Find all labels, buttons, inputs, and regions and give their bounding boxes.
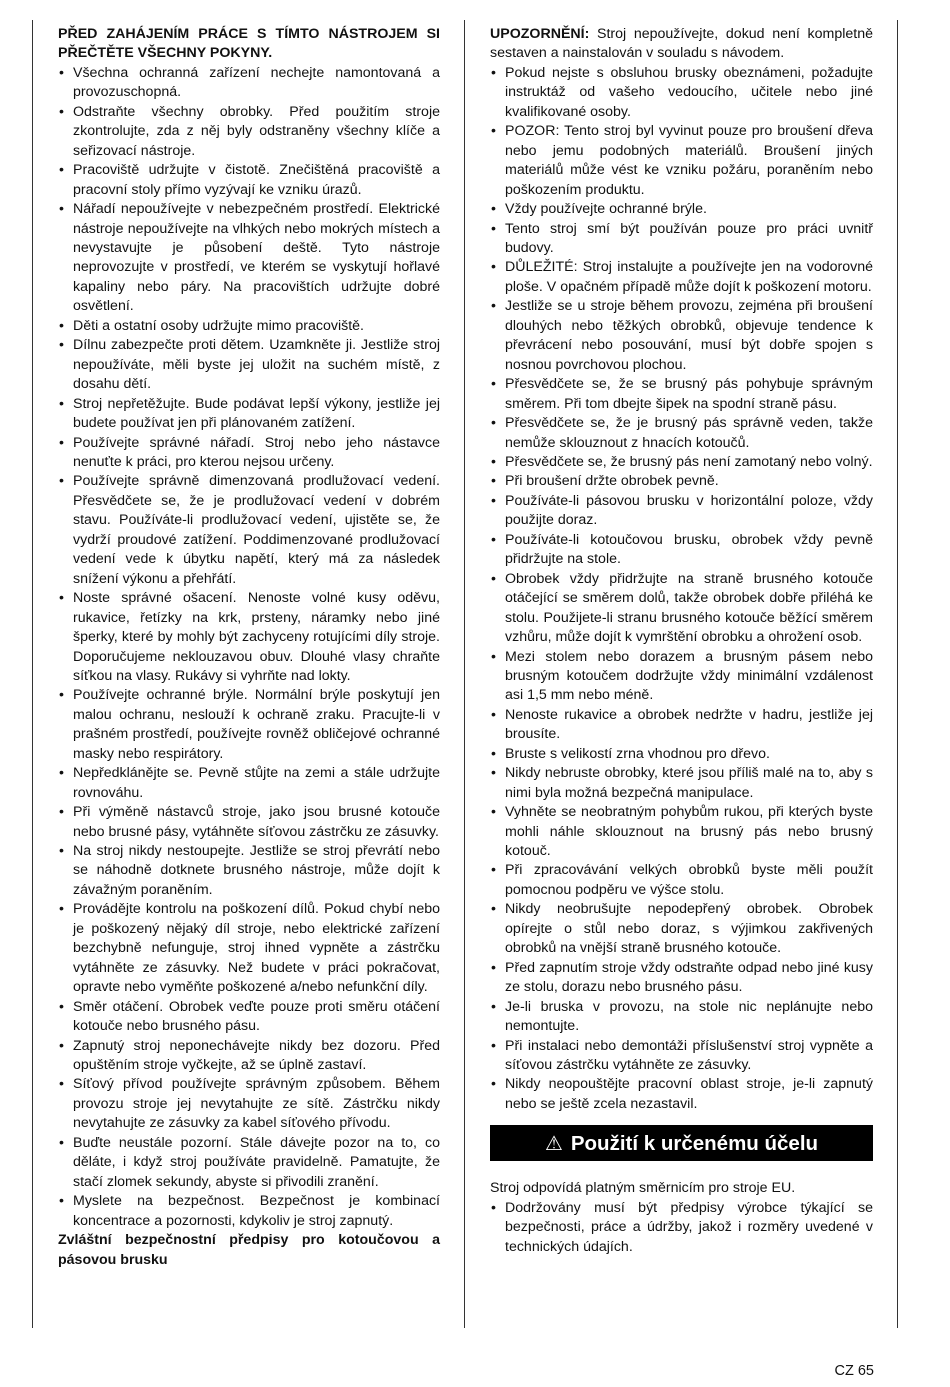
list-item: • Při instalaci nebo demontáži příslušenství stroj vypněte a síťovou zástrčku vytáhněte ze zásuvky.	[490, 1037, 873, 1076]
column-divider-rule	[464, 20, 465, 1328]
list-item: • Dílnu zabezpečte proti dětem. Uzamkněte ji. Jestliže stroj nepoužíváte, měli byste jej uložit na suchém místě, z dosahu dětí.	[58, 336, 440, 394]
list-item: • Provádějte kontrolu na poškození dílů. Pokud chybí nebo je poškozený nějaký díl stroje, nebo elektrické zařízení bezchybně nefunguje, stroj ihned vypněte a zástrčku vytáhněte ze zásuvky. Než budete v práci pokračovat, opravte nebo vyměňte poškozené a/nebo nefunkční díly.	[58, 900, 440, 997]
list-item: • Mezi stolem nebo dorazem a brusným pásem nebo brusným kotoučem dodržujte vždy minimální vzdálenost asi 1,5 mm nebo méně.	[490, 648, 873, 706]
list-item: • Nářadí nepoužívejte v nebezpečném prostředí. Elektrické nástroje nepoužívejte na vlhkých nebo mokrých místech a nevystavujte je působení deště. Tyto nástroje neprovozujte v prostředí, ve kterém se vyskytují hořlavé kapaliny nebo páry. Na pracovištích udržujte dobré osvětlení.	[58, 200, 440, 317]
special-safety-heading: Zvláštní bezpečnostní předpisy pro kotoučovou a pásovou brusku	[58, 1232, 440, 1268]
warning-triangle-icon: ⚠	[544, 1130, 563, 1155]
list-item: • Děti a ostatní osoby udržujte mimo pracoviště.	[58, 317, 440, 336]
list-item: • Všechna ochranná zařízení nechejte namontovaná a provozuschopná.	[58, 64, 440, 103]
list-item: • POZOR: Tento stroj byl vyvinut pouze pro broušení dřeva nebo jemu podobných materiálů. Broušení jiných materiálů může vést ke vzniku požáru, poraněním nebo poškozením produktu.	[490, 122, 873, 200]
list-item: • Používejte správné nářadí. Stroj nebo jeho nástavce nenuťte k práci, pro kterou nejsou určeny.	[58, 434, 440, 473]
list-item: • Přesvědčete se, že se brusný pás pohybuje správným směrem. Při tom dbejte šipek na spodní straně pásu.	[490, 375, 873, 414]
list-item: • Nepředklánějte se. Pevně stůjte na zemi a stále udržujte rovnováhu.	[58, 764, 440, 803]
notice-paragraph	[490, 25, 873, 64]
list-item: • Nikdy neopouštějte pracovní oblast stroje, je-li zapnutý nebo se ještě zcela nezastavil.	[490, 1075, 873, 1114]
list-item: • Pracoviště udržujte v čistotě. Znečištěná pracoviště a pracovní stoly přímo vyzývají ke vzniku úrazů.	[58, 161, 440, 200]
general-instructions-heading: PŘED ZAHÁJENÍM PRÁCE S TÍMTO NÁSTROJEM SI PŘEČTĚTE VŠECHNY POKYNY.	[58, 26, 440, 62]
list-item: • Nikdy nebruste obrobky, které jsou příliš malé na to, aby s nimi byla možná bezpečná manipulace.	[490, 764, 873, 803]
list-item: • Na stroj nikdy nestoupejte. Jestliže se stroj převrátí nebo se náhodně dotknete brusného nástroje, může dojít k závažným poraněním.	[58, 842, 440, 900]
list-item: • Myslete na bezpečnost. Bezpečnost je kombinací koncentrace a pozornosti, kdykoliv je stroj zapnutý.	[58, 1192, 440, 1231]
left-margin-rule	[32, 20, 33, 1328]
list-item: • Stroj nepřetěžujte. Bude podávat lepší výkony, jestliže jej budete používat jen při plánovaném zatížení.	[58, 395, 440, 434]
list-item: • Vyhněte se neobratným pohybům rukou, při kterých byste mohli náhle sklouznout na brusný pás nebo brusný kotouč.	[490, 803, 873, 861]
list-item: • Zapnutý stroj neponechávejte nikdy bez dozoru. Před opuštěním stroje vyčkejte, až se úplně zastaví.	[58, 1037, 440, 1076]
list-item: • Před zapnutím stroje vždy odstraňte odpad nebo jiné kusy ze stolu, dorazu nebo brusného pásu.	[490, 959, 873, 998]
page-number: CZ 65	[834, 1363, 874, 1379]
sander-safety-list	[490, 64, 873, 1114]
notice-label: UPOZORNĚNÍ:	[490, 26, 590, 42]
list-item: • Odstraňte všechny obrobky. Před použitím stroje zkontrolujte, zda z něj byly odstraněny všechny klíče a seřizovací nástroje.	[58, 103, 440, 161]
list-item: • Směr otáčení. Obrobek veďte pouze proti směru otáčení kotouče nebo brusného pásu.	[58, 998, 440, 1037]
list-item: • Používáte-li kotoučovou brusku, obrobek vždy pevně přidržujte na stole.	[490, 531, 873, 570]
list-item: • Přesvědčete se, že je brusný pás správně veden, takže nemůže sklouznout z hnacích kotoučů.	[490, 414, 873, 453]
right-margin-rule	[897, 20, 898, 1328]
list-item: • Přesvědčete se, že brusný pás není zamotaný nebo volný.	[490, 453, 873, 472]
list-item: • Používejte správně dimenzovaná prodlužovací vedení. Přesvědčete se, že je prodlužovací vedení v dobrém stavu. Používáte-li prodlužovací vedení, ujistěte se, že vydrží proudové zatížení. Poddimenzované prodlužovací vedení vede k úbytku napětí, který má za následek snížení výkonu a přehřátí.	[58, 472, 440, 589]
list-item: • Tento stroj smí být používán pouze pro práci uvnitř budovy.	[490, 220, 873, 259]
list-item: • Při zpracovávání velkých obrobků byste měli použít pomocnou podpěru ve výšce stolu.	[490, 861, 873, 900]
notice-text: Stroj nepoužívejte, dokud není kompletně sestaven a nainstalován v souladu s návodem.	[490, 26, 873, 62]
list-item: • Noste správné ošacení. Nenoste volné kusy oděvu, rukavice, řetízky na krk, prsteny, náramky nebo jiné šperky, které by mohly být zachyceny rotujícími díly stroje. Doporučujeme neklouzavou obuv. Dlouhé vlasy chraňte síťkou na vlasy. Rukávy si vyhrňte nad lokty.	[58, 589, 440, 686]
left-column	[58, 25, 440, 1270]
list-item: • Vždy používejte ochranné brýle.	[490, 200, 873, 219]
list-item: • Jestliže se u stroje během provozu, zejména při broušení dlouhých nebo těžkých obrobků, objevuje tendence k převrácení nebo posouvání, musí být dobře spojen s nosnou povrchovou plochou.	[490, 297, 873, 375]
list-item: • Dodržovány musí být předpisy výrobce týkající se bezpečnosti, práce a údržby, jakož i rozměry uvedené v technických údajích.	[490, 1199, 873, 1257]
list-item: • Bruste s velikostí zrna vhodnou pro dřevo.	[490, 745, 873, 764]
intended-use-paragraph: Stroj odpovídá platným směrnicím pro stroje EU.	[490, 1180, 796, 1197]
list-item: • Při výměně nástavců stroje, jako jsou brusné kotouče nebo brusné pásy, vytáhněte síťovou zástrčku ze zásuvky.	[58, 803, 440, 842]
list-item: • Nikdy neobrušujte nepodepřený obrobek. Obrobek opírejte o stůl nebo doraz, s výjimkou zakřivených obrobků na vnější straně brusného kotouče.	[490, 900, 873, 958]
list-item: • Obrobek vždy přidržujte na straně brusného kotouče otáčející se směrem dolů, takže obrobek dobře přiléhá ke stolu. Použijete-li stranu brusného kotouče běžící směrem vzhůru, může dojít k vymrštění obrobku a ohrožení osob.	[490, 570, 873, 648]
list-item: • Používáte-li pásovou brusku v horizontální poloze, vždy použijte doraz.	[490, 492, 873, 531]
list-item: • Nenoste rukavice a obrobek nedržte v hadru, jestliže jej brousíte.	[490, 706, 873, 745]
list-item: • DŮLEŽITÉ: Stroj instalujte a používejte jen na vodorovné ploše. V opačném případě může dojít k poškození motoru.	[490, 258, 873, 297]
intended-use-title: Použití k určenému účelu	[570, 1131, 819, 1155]
intended-use-banner	[490, 1125, 873, 1161]
list-item: • Síťový přívod používejte správným způsobem. Během provozu stroje jej nevytahujte ze sítě. Zástrčku nikdy nevytahujte ze zásuvky za kabel síťového přívodu.	[58, 1075, 440, 1133]
general-safety-list	[58, 64, 440, 1231]
list-item: • Při broušení držte obrobek pevně.	[490, 472, 873, 491]
list-item: • Pokud nejste s obsluhou brusky obeznámeni, požadujte instruktáž od vašeho vedoucího, učitele nebo jiné kvalifikované osoby.	[490, 64, 873, 122]
right-column	[490, 25, 873, 1257]
intended-use-list	[490, 1199, 873, 1257]
list-item: • Používejte ochranné brýle. Normální brýle poskytují jen malou ochranu, neslouží k ochraně zraku. Pracujte-li v prašném prostředí, používejte rovněž obličejové ochranné masky nebo respirátory.	[58, 686, 440, 764]
list-item: • Je-li bruska v provozu, na stole nic neplánujte nebo nemontujte.	[490, 998, 873, 1037]
list-item: • Buďte neustále pozorní. Stále dávejte pozor na to, co děláte, i když stroj používáte pravidelně. Pamatujte, že stačí zlomek sekundy, abyste si přivodili zranění.	[58, 1134, 440, 1192]
